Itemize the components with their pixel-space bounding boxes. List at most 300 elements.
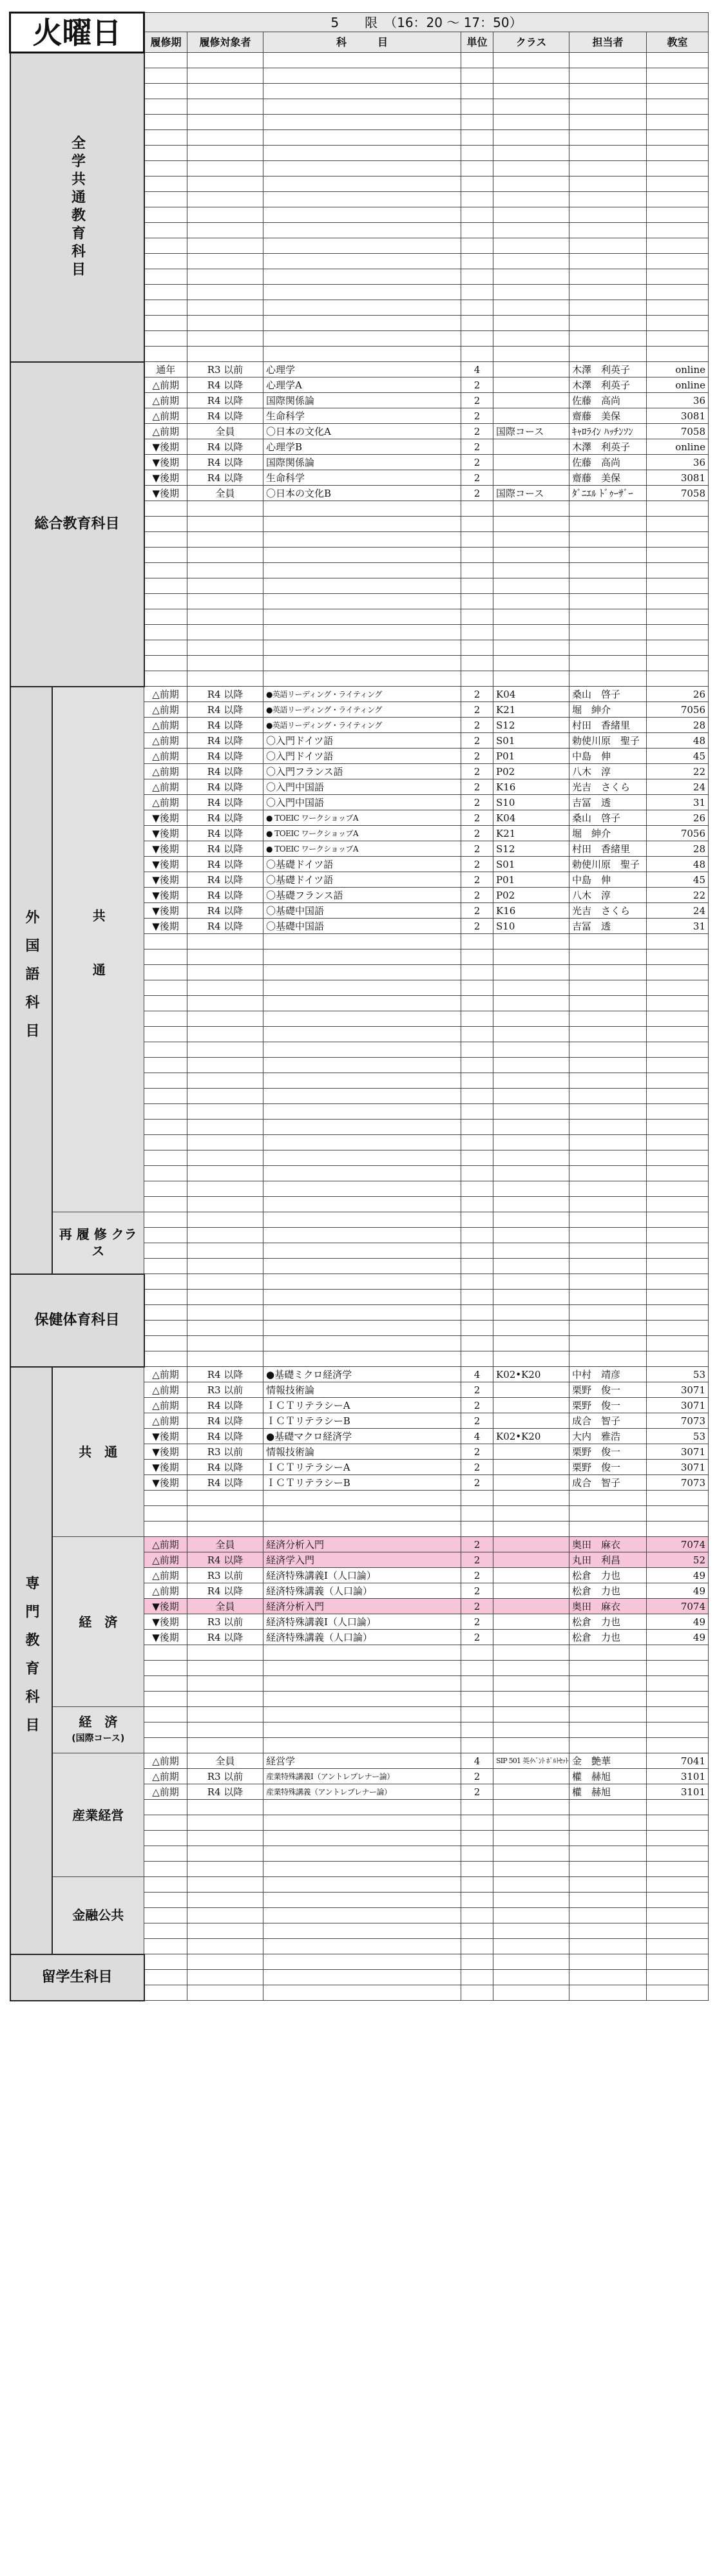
day-title: 火曜日 <box>10 13 144 53</box>
target-cell <box>187 1212 263 1228</box>
credits-cell: 2 <box>461 408 493 424</box>
class-cell <box>493 207 569 223</box>
target-cell: R4 以降 <box>187 903 263 919</box>
subject-cell <box>263 1027 461 1042</box>
subject-cell <box>263 1800 461 1815</box>
term-cell <box>144 1259 187 1274</box>
subject-cell <box>263 130 461 146</box>
target-cell <box>187 1228 263 1243</box>
term-cell <box>144 1877 187 1893</box>
credits-cell <box>461 1212 493 1228</box>
target-cell <box>187 1120 263 1135</box>
class-cell: K21 <box>493 826 569 841</box>
term-cell <box>144 965 187 980</box>
class-cell <box>493 1583 569 1599</box>
target-cell: 全員 <box>187 1537 263 1552</box>
subject-cell <box>263 254 461 269</box>
target-cell <box>187 1491 263 1506</box>
class-cell <box>493 146 569 161</box>
class-cell <box>493 578 569 594</box>
target-cell <box>187 949 263 965</box>
target-cell <box>187 1985 263 2001</box>
class-cell <box>493 285 569 300</box>
room-cell: 3101 <box>647 1784 709 1800</box>
target-cell <box>187 563 263 578</box>
class-cell <box>493 949 569 965</box>
term-cell: △前期 <box>144 1382 187 1398</box>
subject-cell <box>263 331 461 347</box>
teacher-cell: 奥田 麻衣 <box>569 1537 647 1552</box>
subject-cell: 〇日本の文化A <box>263 424 461 439</box>
term-cell <box>144 285 187 300</box>
subject-cell: 〇基礎ドイツ語 <box>263 857 461 872</box>
credits-cell: 2 <box>461 486 493 501</box>
class-cell: K16 <box>493 903 569 919</box>
credits-cell <box>461 1707 493 1722</box>
teacher-cell <box>569 609 647 625</box>
teacher-cell <box>569 316 647 331</box>
teacher-cell: 松倉 力也 <box>569 1630 647 1645</box>
subject-cell <box>263 1877 461 1893</box>
term-cell <box>144 656 187 671</box>
term-cell: ▼後期 <box>144 1614 187 1630</box>
teacher-cell <box>569 1923 647 1939</box>
target-cell <box>187 223 263 238</box>
subject-cell: ＩＣＴリテラシーB <box>263 1475 461 1491</box>
subject-cell <box>263 1661 461 1676</box>
target-cell <box>187 1321 263 1336</box>
target-cell <box>187 1104 263 1120</box>
target-cell <box>187 1506 263 1522</box>
class-cell <box>493 1939 569 1954</box>
teacher-cell: 佐藤 高尚 <box>569 393 647 408</box>
term-cell: ▼後期 <box>144 1444 187 1460</box>
teacher-cell <box>569 1692 647 1707</box>
class-cell <box>493 99 569 115</box>
teacher-cell <box>569 1166 647 1181</box>
class-cell <box>493 300 569 316</box>
class-cell: P01 <box>493 872 569 888</box>
credits-cell <box>461 1073 493 1089</box>
teacher-cell: 齋藤 美保 <box>569 470 647 486</box>
subject-cell <box>263 53 461 68</box>
class-cell <box>493 1181 569 1197</box>
class-cell <box>493 1259 569 1274</box>
target-cell <box>187 1243 263 1259</box>
target-cell <box>187 1954 263 1970</box>
subject-cell <box>263 146 461 161</box>
target-cell: R3 以前 <box>187 1382 263 1398</box>
room-cell: 36 <box>647 393 709 408</box>
term-cell <box>144 269 187 285</box>
subject-cell <box>263 238 461 254</box>
credits-cell: 2 <box>461 1568 493 1583</box>
target-cell <box>187 996 263 1011</box>
target-cell <box>187 331 263 347</box>
subject-cell <box>263 965 461 980</box>
class-cell <box>493 1815 569 1831</box>
term-cell: △前期 <box>144 687 187 702</box>
credits-cell <box>461 1027 493 1042</box>
teacher-cell <box>569 1011 647 1027</box>
credits-cell: 4 <box>461 1753 493 1769</box>
target-cell <box>187 207 263 223</box>
target-cell: R4 以降 <box>187 919 263 934</box>
credits-cell <box>461 1661 493 1676</box>
class-cell <box>493 177 569 192</box>
class-cell: S01 <box>493 733 569 749</box>
class-cell <box>493 439 569 455</box>
subject-cell <box>263 1011 461 1027</box>
target-cell <box>187 192 263 207</box>
term-cell: △前期 <box>144 408 187 424</box>
subject-cell: ＩＣＴリテラシーB <box>263 1413 461 1429</box>
subject-cell: 〇入門ドイツ語 <box>263 749 461 764</box>
teacher-cell: 村田 香緒里 <box>569 841 647 857</box>
target-cell <box>187 161 263 177</box>
term-cell: ▼後期 <box>144 857 187 872</box>
target-cell: R4 以降 <box>187 1367 263 1382</box>
subject-cell <box>263 1676 461 1692</box>
teacher-cell <box>569 115 647 130</box>
target-cell <box>187 1197 263 1212</box>
room-cell: 48 <box>647 857 709 872</box>
teacher-cell: 吉冨 透 <box>569 795 647 810</box>
term-cell <box>144 1290 187 1305</box>
credits-cell: 2 <box>461 857 493 872</box>
target-cell: R4 以降 <box>187 1583 263 1599</box>
room-cell: 7056 <box>647 826 709 841</box>
teacher-cell: 栗野 俊一 <box>569 1444 647 1460</box>
subject-cell: ● TOEIC ワークショップA <box>263 810 461 826</box>
target-cell <box>187 130 263 146</box>
credits-cell <box>461 192 493 207</box>
teacher-cell <box>569 1104 647 1120</box>
target-cell <box>187 146 263 161</box>
class-cell <box>493 671 569 687</box>
subject-cell: 〇入門中国語 <box>263 795 461 810</box>
term-cell <box>144 254 187 269</box>
credits-cell <box>461 1645 493 1661</box>
class-cell <box>493 1351 569 1367</box>
room-cell: 3071 <box>647 1382 709 1398</box>
credits-cell: 2 <box>461 1630 493 1645</box>
term-cell <box>144 501 187 517</box>
credits-cell <box>461 1228 493 1243</box>
room-cell <box>647 1645 709 1661</box>
teacher-cell: 權 赫旭 <box>569 1769 647 1784</box>
term-cell: △前期 <box>144 779 187 795</box>
subject-cell <box>263 1089 461 1104</box>
term-cell: ▼後期 <box>144 1429 187 1444</box>
header-room: 教室 <box>647 32 709 53</box>
class-cell <box>493 532 569 548</box>
subsection-economics-intl <box>52 1707 144 1753</box>
room-cell <box>647 1676 709 1692</box>
class-cell <box>493 1877 569 1893</box>
target-cell <box>187 99 263 115</box>
class-cell <box>493 1738 569 1753</box>
subject-cell <box>263 1692 461 1707</box>
subject-cell: ● TOEIC ワークショップA <box>263 841 461 857</box>
teacher-cell <box>569 563 647 578</box>
class-cell <box>493 640 569 656</box>
room-cell: 3101 <box>647 1769 709 1784</box>
class-cell <box>493 1784 569 1800</box>
subject-cell <box>263 115 461 130</box>
class-cell <box>493 1212 569 1228</box>
credits-cell <box>461 1197 493 1212</box>
term-cell <box>144 1212 187 1228</box>
room-cell <box>647 1166 709 1181</box>
term-cell <box>144 1846 187 1862</box>
class-cell: 国際コース <box>493 486 569 501</box>
class-cell <box>493 1398 569 1413</box>
header-teacher: 担当者 <box>569 32 647 53</box>
credits-cell <box>461 300 493 316</box>
target-cell: R4 以降 <box>187 702 263 718</box>
subject-cell <box>263 1166 461 1181</box>
class-cell <box>493 408 569 424</box>
class-cell <box>493 1506 569 1522</box>
subject-cell <box>263 609 461 625</box>
credits-cell: 2 <box>461 779 493 795</box>
term-cell <box>144 130 187 146</box>
room-cell <box>647 1939 709 1954</box>
term-cell: △前期 <box>144 1583 187 1599</box>
subject-cell <box>263 640 461 656</box>
target-cell <box>187 1073 263 1089</box>
teacher-cell: 光吉 さくら <box>569 903 647 919</box>
room-cell <box>647 594 709 609</box>
room-cell <box>647 1893 709 1908</box>
table-row <box>10 1367 709 1382</box>
credits-cell <box>461 238 493 254</box>
class-cell <box>493 609 569 625</box>
target-cell <box>187 1166 263 1181</box>
credits-cell <box>461 563 493 578</box>
room-cell: 28 <box>647 841 709 857</box>
room-cell: 7074 <box>647 1599 709 1614</box>
room-cell: 45 <box>647 749 709 764</box>
term-cell <box>144 1707 187 1722</box>
class-cell <box>493 1150 569 1166</box>
credits-cell: 2 <box>461 1784 493 1800</box>
term-cell: △前期 <box>144 1552 187 1568</box>
class-cell: S12 <box>493 718 569 733</box>
class-cell: K02•K20 <box>493 1367 569 1382</box>
class-cell <box>493 254 569 269</box>
teacher-cell <box>569 1676 647 1692</box>
target-cell <box>187 1259 263 1274</box>
target-cell <box>187 1135 263 1150</box>
target-cell: R4 以降 <box>187 1784 263 1800</box>
subject-cell <box>263 594 461 609</box>
room-cell <box>647 1073 709 1089</box>
credits-cell <box>461 1908 493 1923</box>
target-cell <box>187 347 263 362</box>
subsection-economics: 経 済 <box>52 1537 144 1707</box>
subject-cell: ●基礎マクロ経済学 <box>263 1429 461 1444</box>
teacher-cell <box>569 84 647 99</box>
room-cell: 49 <box>647 1583 709 1599</box>
target-cell <box>187 1692 263 1707</box>
credits-cell <box>461 1800 493 1815</box>
term-cell: △前期 <box>144 718 187 733</box>
target-cell: 全員 <box>187 486 263 501</box>
class-cell <box>493 965 569 980</box>
teacher-cell: 勅使川原 聖子 <box>569 733 647 749</box>
subject-cell <box>263 269 461 285</box>
credits-cell <box>461 1954 493 1970</box>
class-cell: K04 <box>493 687 569 702</box>
term-cell: △前期 <box>144 795 187 810</box>
teacher-cell <box>569 223 647 238</box>
section-specialized: 専門教育科目 <box>10 1367 52 1954</box>
room-cell <box>647 1135 709 1150</box>
term-cell: △前期 <box>144 1537 187 1552</box>
term-cell <box>144 177 187 192</box>
credits-cell <box>461 115 493 130</box>
room-cell: 24 <box>647 903 709 919</box>
subject-cell: 〇基礎中国語 <box>263 903 461 919</box>
room-cell <box>647 563 709 578</box>
credits-cell <box>461 1939 493 1954</box>
teacher-cell: 中島 伸 <box>569 749 647 764</box>
target-cell <box>187 1707 263 1722</box>
target-cell: R4 以降 <box>187 439 263 455</box>
credits-cell <box>461 269 493 285</box>
room-cell: 3071 <box>647 1444 709 1460</box>
class-cell <box>493 1058 569 1073</box>
credits-cell <box>461 1011 493 1027</box>
table-row <box>10 1537 709 1552</box>
class-cell <box>493 1491 569 1506</box>
class-cell <box>493 1661 569 1676</box>
subject-cell: 心理学 <box>263 362 461 377</box>
term-cell: ▼後期 <box>144 486 187 501</box>
term-cell: ▼後期 <box>144 1460 187 1475</box>
class-cell <box>493 1908 569 1923</box>
target-cell: R4 以降 <box>187 888 263 903</box>
credits-cell <box>461 254 493 269</box>
subject-cell <box>263 99 461 115</box>
credits-cell: 2 <box>461 424 493 439</box>
teacher-cell <box>569 1135 647 1150</box>
room-cell <box>647 1197 709 1212</box>
room-cell: 52 <box>647 1552 709 1568</box>
room-cell <box>647 1212 709 1228</box>
room-cell <box>647 192 709 207</box>
target-cell <box>187 625 263 640</box>
class-cell <box>493 1042 569 1058</box>
term-cell <box>144 1243 187 1259</box>
room-cell <box>647 53 709 68</box>
subject-cell: 経済特殊講義Ⅰ（人口論） <box>263 1614 461 1630</box>
class-cell <box>493 1274 569 1290</box>
room-cell <box>647 254 709 269</box>
room-cell <box>647 84 709 99</box>
room-cell <box>647 115 709 130</box>
target-cell <box>187 84 263 99</box>
term-cell <box>144 1073 187 1089</box>
room-cell <box>647 501 709 517</box>
class-cell <box>493 130 569 146</box>
class-cell <box>493 1831 569 1846</box>
term-cell <box>144 1027 187 1042</box>
term-cell <box>144 1722 187 1738</box>
room-cell <box>647 1274 709 1290</box>
room-cell <box>647 1954 709 1970</box>
credits-cell <box>461 1166 493 1181</box>
target-cell: R4 以降 <box>187 408 263 424</box>
target-cell <box>187 532 263 548</box>
room-cell <box>647 1862 709 1877</box>
room-cell: 7073 <box>647 1413 709 1429</box>
subject-cell: ●英語リーディング・ライティング <box>263 702 461 718</box>
class-cell <box>493 594 569 609</box>
class-cell <box>493 1321 569 1336</box>
term-cell <box>144 207 187 223</box>
credits-cell <box>461 146 493 161</box>
teacher-cell <box>569 965 647 980</box>
subject-cell <box>263 68 461 84</box>
subject-cell: ＩＣＴリテラシーA <box>263 1460 461 1475</box>
room-cell: 7041 <box>647 1753 709 1769</box>
teacher-cell <box>569 331 647 347</box>
subject-cell: 経営学 <box>263 1753 461 1769</box>
term-cell: △前期 <box>144 393 187 408</box>
credits-cell <box>461 594 493 609</box>
term-cell <box>144 1800 187 1815</box>
term-cell <box>144 192 187 207</box>
room-cell: 24 <box>647 779 709 795</box>
credits-cell <box>461 177 493 192</box>
target-cell <box>187 53 263 68</box>
credits-cell <box>461 1181 493 1197</box>
target-cell <box>187 1722 263 1738</box>
credits-cell <box>461 548 493 563</box>
subject-cell <box>263 1506 461 1522</box>
term-cell: △前期 <box>144 1753 187 1769</box>
teacher-cell: 佐藤 高尚 <box>569 455 647 470</box>
subsection-retake: 再 履 修 クラス <box>52 1212 144 1274</box>
class-cell <box>493 1970 569 1985</box>
room-cell <box>647 1150 709 1166</box>
room-cell <box>647 1877 709 1893</box>
header-term: 履修期 <box>144 32 187 53</box>
credits-cell: 2 <box>461 1599 493 1614</box>
room-cell <box>647 1815 709 1831</box>
credits-cell: 2 <box>461 1382 493 1398</box>
teacher-cell <box>569 1893 647 1908</box>
term-cell <box>144 625 187 640</box>
target-cell: R4 以降 <box>187 872 263 888</box>
section-international: 留学生科目 <box>10 1954 144 2001</box>
header-credits: 単位 <box>461 32 493 53</box>
target-cell <box>187 1150 263 1166</box>
room-cell <box>647 1181 709 1197</box>
teacher-cell <box>569 1197 647 1212</box>
room-cell: 3071 <box>647 1460 709 1475</box>
class-cell <box>493 192 569 207</box>
credits-cell <box>461 578 493 594</box>
term-cell: △前期 <box>144 749 187 764</box>
teacher-cell <box>569 578 647 594</box>
teacher-cell <box>569 207 647 223</box>
target-cell <box>187 1939 263 1954</box>
teacher-cell <box>569 548 647 563</box>
